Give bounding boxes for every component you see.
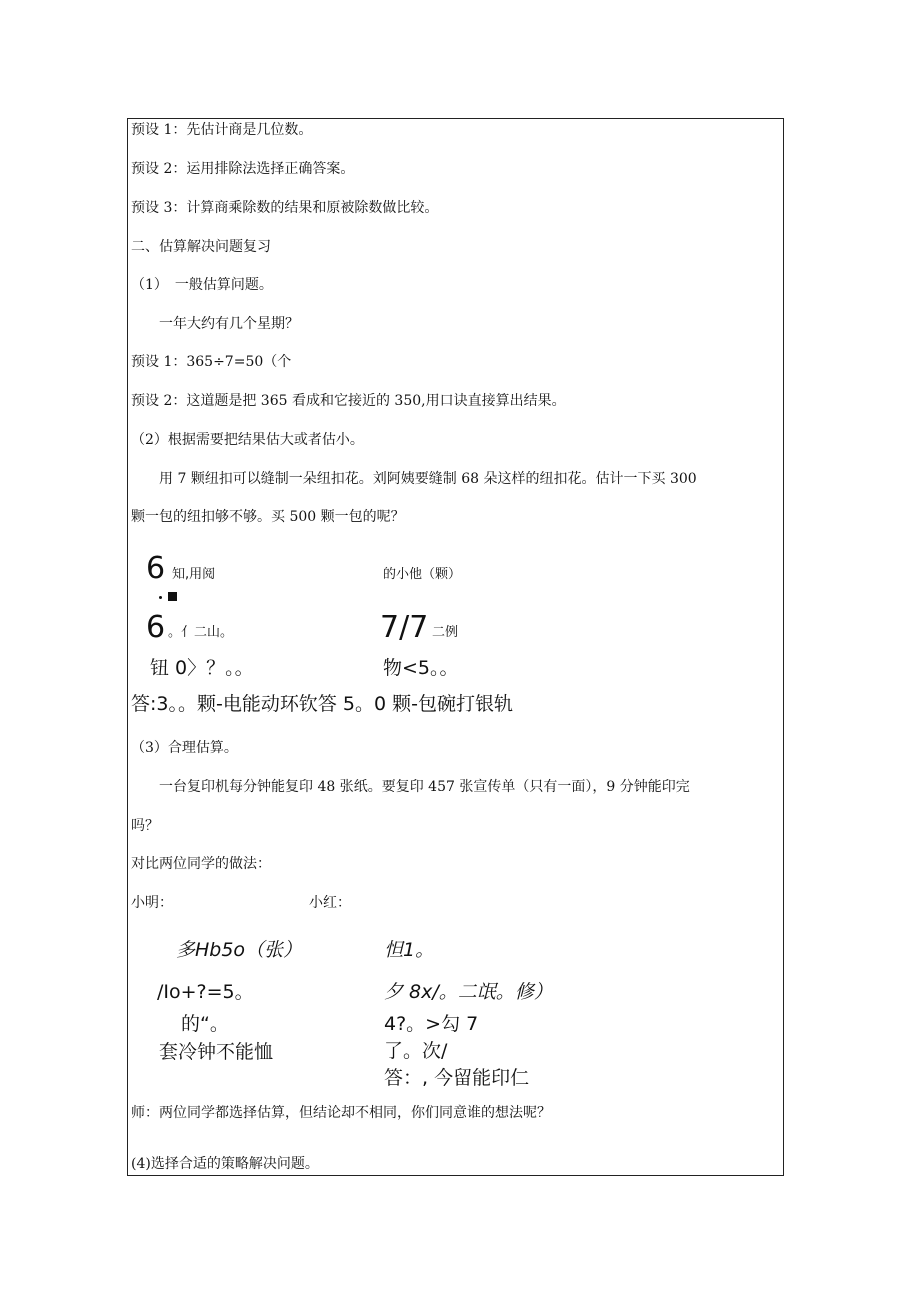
question-1-heading: （1） 一般估算问题。 xyxy=(131,277,273,293)
xiaoming-work: /Io+?=5。 xyxy=(157,981,254,1003)
xiaohong-work: 了。次/ xyxy=(384,1040,448,1062)
section-2-heading: 二、估算解决问题复习 xyxy=(131,239,271,255)
handwritten-answer: 答:3。。颗-电能动环钦答 5。0 颗-包碗打银轨 xyxy=(131,693,513,715)
compare-heading: 对比两位同学的做法： xyxy=(131,856,271,872)
handwritten-note: 的小他（颗） xyxy=(383,567,462,582)
xiaohong-work: 夕 8x/。二氓。修） xyxy=(384,981,553,1003)
question-2-heading: （2）根据需要把结果估大或者估小。 xyxy=(131,432,364,448)
question-2-text-line-2: 颗一包的纽扣够不够。买 500 颗一包的呢？ xyxy=(131,509,405,525)
question-1-preset-1: 预设 1：365÷7=50（个 xyxy=(131,354,292,370)
handwritten-line: 物<5。。 xyxy=(383,657,459,679)
handwritten-note: 知,用阅 xyxy=(172,567,216,582)
question-3-heading: （3）合理估算。 xyxy=(131,740,238,756)
preset-3: 预设 3：计算商乘除数的结果和原被除数做比较。 xyxy=(131,200,439,216)
handwritten-number: 6 xyxy=(146,610,166,645)
xiaohong-work: 4?。>勾 7 xyxy=(384,1013,479,1035)
xiaoming-work: 套冷钟不能恤 xyxy=(159,1041,274,1063)
xiaohong-work: 答：, 今留能印仁 xyxy=(384,1067,530,1089)
preset-2: 预设 2：运用排除法选择正确答案。 xyxy=(131,161,355,177)
xiaohong-work: 怛1。 xyxy=(384,939,435,961)
handwritten-note: 。亻二山。 xyxy=(168,625,234,640)
question-3-text-line-1: 一台复印机每分钟能复印 48 张纸。要复印 457 张宣传单（只有一面），9 分钟能印完 xyxy=(159,779,690,795)
question-1-text: 一年大约有几个星期？ xyxy=(159,316,299,332)
question-3-text-line-2: 吗？ xyxy=(131,818,159,834)
xiaohong-label: 小红： xyxy=(309,895,351,911)
preset-1: 预设 1：先估计商是几位数。 xyxy=(131,122,313,138)
xiaoming-work: 多Hb5o（张） xyxy=(176,939,303,961)
ink-dot xyxy=(159,596,162,599)
question-4-heading: (4)选择合适的策略解决问题。 xyxy=(131,1156,319,1172)
xiaoming-label: 小明： xyxy=(131,895,173,911)
question-2-text-line-1: 用 7 颗纽扣可以缝制一朵纽扣花。刘阿姨要缝制 68 朵这样的纽扣花。估计一下买 300 xyxy=(159,471,697,487)
xiaoming-work: 的“。 xyxy=(181,1013,229,1035)
handwritten-line: 钮 0〉？。。 xyxy=(150,657,254,679)
handwritten-number: 6 xyxy=(146,551,166,586)
ink-mark xyxy=(168,592,177,601)
teacher-question: 师：两位同学都选择估算，但结论却不相同，你们同意谁的想法呢？ xyxy=(131,1105,551,1121)
handwritten-note: 二例 xyxy=(432,625,459,640)
handwritten-number: 7/7 xyxy=(380,610,429,645)
question-1-preset-2: 预设 2：这道题是把 365 看成和它接近的 350,用口诀直接算出结果。 xyxy=(131,393,566,409)
